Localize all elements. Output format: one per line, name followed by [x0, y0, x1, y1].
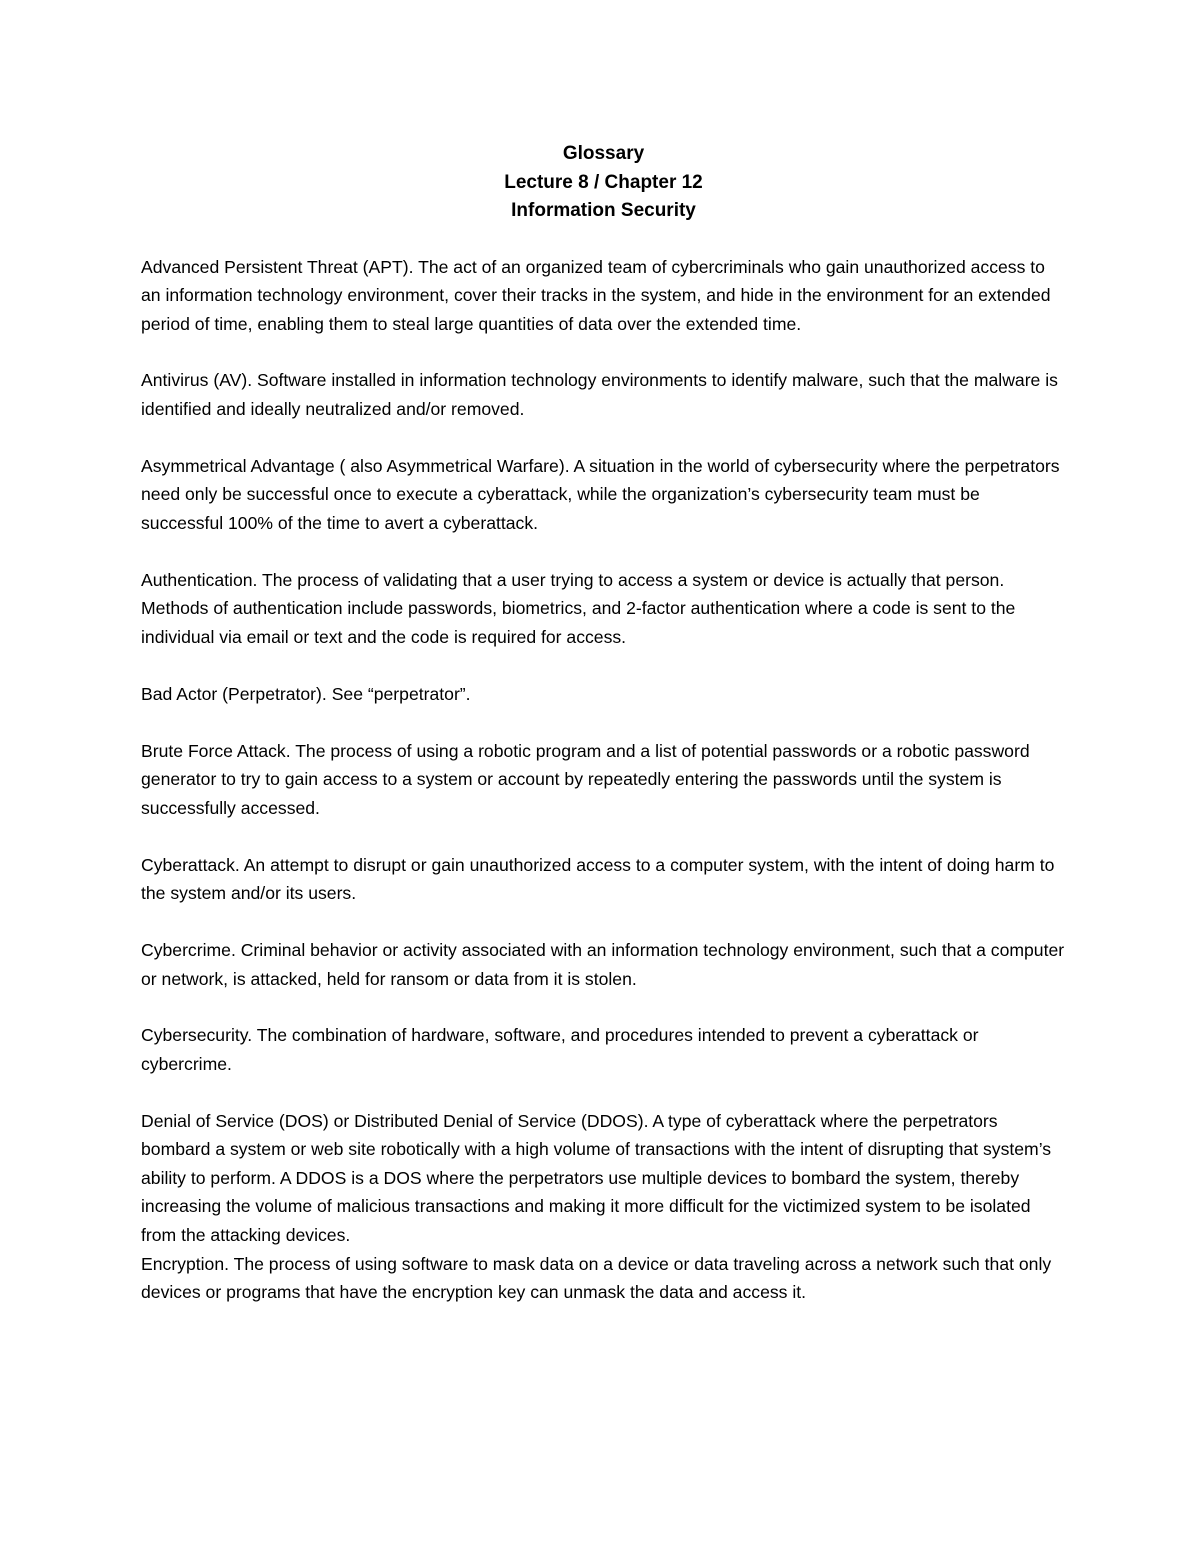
document-page: [141, 140, 1066, 1335]
glossary-term: Bad Actor (Perpetrator) .: [141, 684, 332, 704]
glossary-definition: The process of using software to mask data on a device or data traveling across a network such that only devices or programs that have the encryption key can unmask the data and access it.: [141, 1253, 1052, 1303]
document-title: Glossary: [562, 143, 645, 164]
glossary-definition: A type of cyberattack where the perpetrators bombard a system or web site robotically with a high volume of transactions with the intent of disrupting that system’s ability to perform. A DDOS is a DOS where the perpetrators use multiple devices to bombard the system, thereby increasing the volume of malicious transactions and making it more difficult for the victimized system to be isolated from the attacking devices.: [141, 1110, 1052, 1246]
glossary-term: Cybersecurity .: [141, 1025, 257, 1045]
glossary-term: Asymmetrical Advantage ( also Asymmetrical Warfare) .: [141, 456, 574, 476]
glossary-entry-encryption: [141, 1250, 1066, 1307]
glossary-term: Authentication .: [141, 570, 262, 590]
document-lecture: Lecture 8 / Chapter 12: [504, 171, 703, 193]
glossary-definition: A situation in the world of cybersecurity where the perpetrators need only be successful once to execute a cyberattack, while the organization’s cybersecurity team must be successful 100% of the time to avert a cyberattack.: [141, 455, 1060, 534]
glossary-term: Advanced Persistent Threat (APT) .: [141, 257, 418, 277]
glossary-entry-bad-actor: [141, 680, 1066, 709]
glossary-definition: The process of using a robotic program and a list of potential passwords or a robotic password generator to try to gain access to a system or account by repeatedly entering the passwords until the system is successfully accessed.: [141, 740, 1030, 818]
glossary-definition: Software installed in information technology environments to identify malware, such that the malware is identified and ideally neutralized and/or removed.: [141, 370, 1058, 420]
glossary-term: Encryption .: [141, 1254, 234, 1274]
glossary-definition: Criminal behavior or activity associated with an information technology environment, such that a computer or network, is attacked, held for ransom or data from it is stolen.: [141, 939, 1065, 989]
document-subject: Information Security: [511, 200, 696, 221]
document-header: [141, 140, 1066, 226]
glossary-definition: The combination of hardware, software, and procedures intended to prevent a cyberattack or cybercrime.: [141, 1025, 979, 1074]
glossary-definition: The act of an organized team of cybercriminals who gain unauthorized access to an information technology environment, cover their tracks in the system, and hide in the environment for an extended period of time, enabling them to steal large quantities of data over the extended time.: [141, 256, 1051, 334]
glossary-definition: An attempt to disrupt or gain unauthorized access to a computer system, with the intent of doing harm to the system and/or its users.: [141, 854, 1055, 904]
glossary-definition: The process of validating that a user trying to access a system or device is actually that person. Methods of authentication include passwords, biometrics, and 2-factor authentication where a code is sent to the individual via email or text and the code is required for access.: [141, 569, 1016, 647]
glossary-term: Cybercrime .: [141, 940, 241, 960]
glossary-entry-apt: [141, 253, 1066, 339]
glossary-entry-cybersecurity: [141, 1021, 1066, 1078]
glossary-entry-authentication: [141, 566, 1066, 652]
glossary-entry-cyberattack: [141, 851, 1066, 908]
glossary-term: Denial of Service (DOS) or Distributed Denial of Service (DDOS) .: [141, 1111, 652, 1131]
glossary-entry-asymmetrical-advantage: [141, 452, 1066, 538]
glossary-term: Antivirus (AV) .: [141, 370, 257, 390]
glossary-entry-cybercrime: [141, 936, 1066, 993]
glossary-entry-antivirus: [141, 366, 1066, 423]
glossary-entry-brute-force-attack: [141, 737, 1066, 823]
glossary-entry-denial-of-service: [141, 1107, 1066, 1250]
glossary-term: Brute Force Attack .: [141, 741, 295, 761]
glossary-definition: See “perpetrator”.: [331, 683, 471, 704]
glossary-term: Cyberattack .: [141, 855, 244, 875]
